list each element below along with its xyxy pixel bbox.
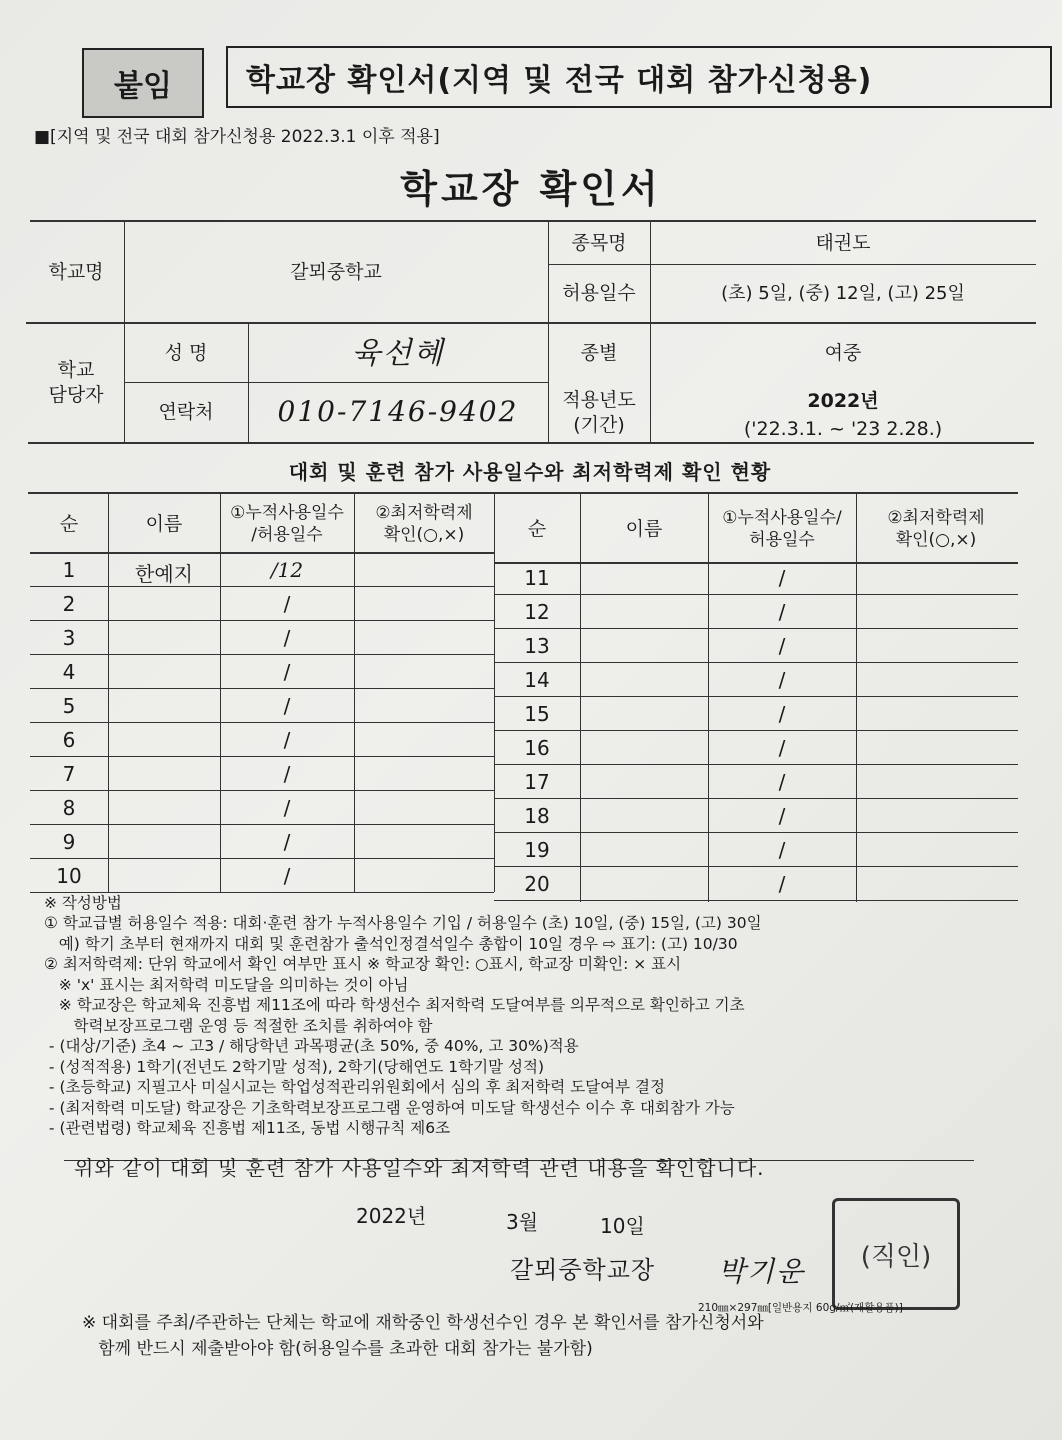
section-title: 대회 및 훈련 참가 사용일수와 최저학력제 확인 현황 <box>288 460 772 484</box>
attachment-tag: 붙임 <box>82 48 204 118</box>
row-days-right: / <box>778 872 786 896</box>
row-days-right: / <box>778 804 786 828</box>
table-line <box>30 858 494 859</box>
row-days: / <box>283 796 291 820</box>
note-line: 학력보장프로그램 운영 등 적절한 조치를 취하여야 함 <box>44 1016 433 1035</box>
row-number-right: 13 <box>524 634 550 658</box>
table-line <box>30 552 494 554</box>
row-days: / <box>283 626 291 650</box>
row-number-right: 17 <box>524 770 550 794</box>
writing-notes <box>44 893 1034 1138</box>
note-line: ② 최저학력제: 단위 학교에서 확인 여부만 표시 ※ 학교장 확인: ○표시, 학교장 미확인: × 표시 <box>44 955 682 974</box>
table-line <box>108 494 109 892</box>
row-days-right: / <box>778 566 786 590</box>
row-number-right: 11 <box>524 566 550 590</box>
subtitle: ■[지역 및 전국 대회 참가신청용 2022.3.1 이후 적용] <box>34 127 440 147</box>
note-line: - (대상/기준) 초4 ~ 고3 / 해당학년 과목평균(초 50%, 중 40%, 고 30%)적용 <box>44 1037 579 1056</box>
name-value: 육선혜 <box>351 335 445 371</box>
table-line <box>30 654 494 655</box>
table-line <box>494 628 1018 629</box>
note-line: - (최저학력 미도달) 학교장은 기초학력보장프로그램 운영하여 미도달 학생선수 이수 후 대회참가 가능 <box>44 1098 735 1117</box>
row-number: 9 <box>62 830 76 854</box>
row-number-right: 16 <box>524 736 550 760</box>
table-line <box>494 696 1018 697</box>
row-days: / <box>283 592 291 616</box>
row-number-right: 18 <box>524 804 550 828</box>
date-month: 3월 <box>506 1210 539 1234</box>
official-seal-stamp: (직인) <box>832 1198 960 1310</box>
table-line <box>494 562 1018 564</box>
table-line <box>30 824 494 825</box>
confirm-text: 위와 같이 대회 및 훈련 참가 사용일수와 최저학력 관련 내용을 확인합니다. <box>74 1156 765 1180</box>
allow-label: 허용일수 <box>562 282 636 305</box>
table-line <box>494 594 1018 595</box>
row-number-right: 12 <box>524 600 550 624</box>
row-number: 4 <box>62 660 76 684</box>
row-days-right: / <box>778 736 786 760</box>
row-days-right: / <box>778 702 786 726</box>
table-line <box>494 662 1018 663</box>
row-number: 8 <box>62 796 76 820</box>
paper-size-note: 210㎜×297㎜[일반용지 60g/㎡(재활용품)] <box>698 1302 903 1314</box>
row-number-right: 20 <box>524 872 550 896</box>
row-days-right: / <box>778 770 786 794</box>
row-days-right: / <box>778 838 786 862</box>
footer-line: ※ 대회를 주최/주관하는 단체는 학교에 재학중인 학생선수인 경우 본 확인서를 참가신청서와 <box>82 1313 764 1333</box>
col-header-days: ①누적사용일수 /허용일수 <box>230 502 344 545</box>
header-box: 학교장 확인서(지역 및 전국 대회 참가신청용) <box>226 46 1052 108</box>
col-header-no-right: 순 <box>527 517 547 540</box>
table-line <box>30 620 494 621</box>
row-number: 5 <box>62 694 76 718</box>
table-line <box>494 730 1018 731</box>
period-value: ('22.3.1. ~ '23 2.28.) <box>743 417 943 440</box>
year-label: 적용년도 (기간) <box>562 388 636 436</box>
event-label: 종목명 <box>571 231 627 254</box>
table-line <box>494 764 1018 765</box>
table-line <box>30 688 494 689</box>
row-number: 10 <box>56 864 82 888</box>
row-days: / <box>283 694 291 718</box>
row-number-right: 19 <box>524 838 550 862</box>
row-days: / <box>283 660 291 684</box>
row-number: 7 <box>62 762 76 786</box>
note-line: ※ 작성방법 <box>44 894 122 912</box>
table-line <box>30 586 494 587</box>
note-line: - (성적적용) 1학기(전년도 2학기말 성적), 2학기(당해연도 1학기말 성적) <box>44 1057 544 1076</box>
table-line <box>354 494 355 892</box>
table-line <box>28 492 1018 494</box>
col-header-name-right: 이름 <box>625 517 663 540</box>
col-header-no: 순 <box>59 512 79 535</box>
table-line <box>494 866 1018 867</box>
row-days: /12 <box>270 558 304 582</box>
date-day: 10일 <box>600 1214 645 1238</box>
row-days-right: / <box>778 600 786 624</box>
footer-note <box>82 1310 982 1363</box>
row-days: / <box>283 830 291 854</box>
note-line: - (관련법령) 학교체육 진흥법 제11조, 동법 시행규칙 제6조 <box>44 1118 451 1137</box>
row-name: 한예지 <box>135 562 193 586</box>
year-value: 2022년 <box>807 389 879 412</box>
note-line: ※ 'x' 표시는 최저학력 미도달을 의미하는 것이 아님 <box>44 975 409 994</box>
row-days: / <box>283 728 291 752</box>
contact-value: 010-7146-9402 <box>277 395 519 429</box>
gender-label: 종별 <box>580 341 618 364</box>
allow-value: (초) 5일, (중) 12일, (고) 25일 <box>721 282 965 304</box>
note-line: - (초등학교) 지필고사 미실시교는 학업성적관리위원회에서 심의 후 최저학력 도달여부 결정 <box>44 1078 665 1097</box>
row-number-right: 15 <box>524 702 550 726</box>
staff-label: 학교 담당자 <box>48 359 104 406</box>
row-days: / <box>283 864 291 888</box>
name-label: 성 명 <box>164 341 208 364</box>
row-number-right: 14 <box>524 668 550 692</box>
table-line <box>30 790 494 791</box>
footer-line: 함께 반드시 제출받아야 함(허용일수를 초과한 대회 참가는 불가함) <box>82 1339 593 1360</box>
row-days-right: / <box>778 668 786 692</box>
row-number: 2 <box>62 592 76 616</box>
row-number: 6 <box>62 728 76 752</box>
col-header-days-right: ①누적사용일수/ 허용일수 <box>722 507 842 550</box>
row-number: 1 <box>62 558 76 582</box>
principal-name: 박기운 <box>718 1255 806 1288</box>
date-year: 2022년 <box>356 1204 427 1228</box>
col-header-check: ②최저학력제 확인(○,×) <box>375 502 473 545</box>
info-line <box>28 442 1034 444</box>
row-number: 3 <box>62 626 76 650</box>
table-line <box>30 722 494 723</box>
note-line: ※ 학교장은 학교체육 진흥법 제11조에 따라 학생선수 최저학력 도달여부를 의무적으로 확인하고 기초 <box>44 996 745 1015</box>
row-days-right: / <box>778 634 786 658</box>
table-line <box>30 756 494 757</box>
col-header-name: 이름 <box>145 512 183 535</box>
page-title: 학교장 확인서 <box>400 167 662 211</box>
note-line: ① 학교급별 허용일수 적용: 대회·훈련 참가 누적사용일수 기입 / 허용일수 (초) 10일, (중) 15일, (고) 30일 <box>44 914 762 933</box>
contact-label: 연락처 <box>158 401 214 424</box>
table-line <box>494 798 1018 799</box>
table-line <box>494 832 1018 833</box>
event-value: 태권도 <box>815 231 871 254</box>
col-header-check-right: ②최저학력제 확인(○,×) <box>887 507 985 550</box>
gender-value: 여중 <box>824 341 862 364</box>
row-days: / <box>283 762 291 786</box>
note-line: 예) 학기 초부터 현재까지 대회 및 훈련참가 출석인정결석일수 총합이 10일 경우 ⇨ 표기: (고) 10/30 <box>44 934 738 953</box>
principal-label: 갈뫼중학교장 <box>510 1256 656 1284</box>
school-label: 학교명 <box>48 260 104 283</box>
school-value: 갈뫼중학교 <box>290 260 382 283</box>
